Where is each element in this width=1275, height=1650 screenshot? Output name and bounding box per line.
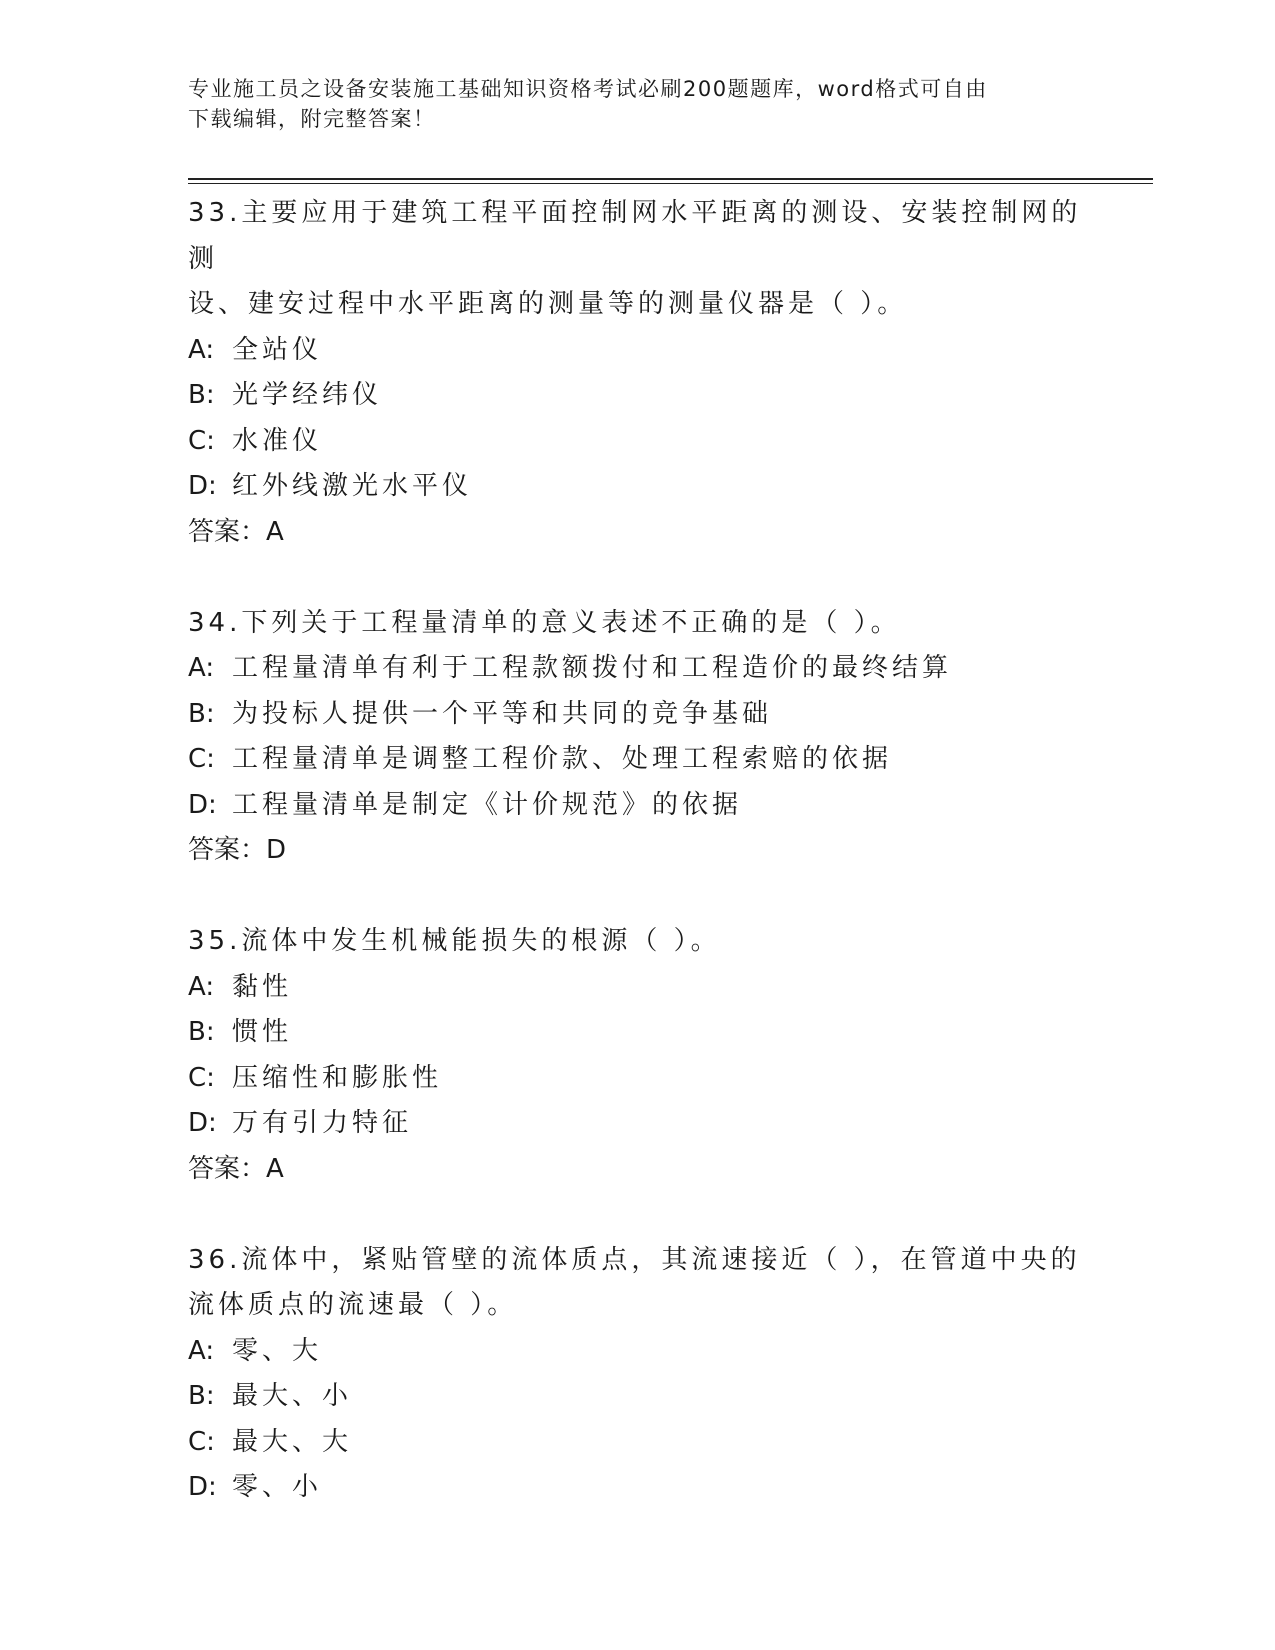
- option-text: 惯性: [232, 1017, 293, 1047]
- option-d: [188, 783, 1088, 829]
- option-a: [188, 328, 1088, 374]
- option-text: 为投标人提供一个平等和共同的竞争基础: [232, 698, 773, 729]
- option-text: 红外线激光水平仪: [232, 471, 473, 501]
- option-d: [188, 464, 1088, 510]
- option-d: [188, 1101, 1088, 1147]
- option-a: [188, 965, 1088, 1011]
- header-line-1: 专业施工员之设备安装施工基础知识资格考试必刷200题题库，word格式可自由: [188, 77, 988, 101]
- option-letter: A:: [188, 334, 215, 365]
- question-stem-line: 流体质点的流速最（ ）。: [188, 1290, 518, 1320]
- option-text: 水准仪: [232, 425, 323, 456]
- option-a: [188, 1329, 1088, 1375]
- answer-line: 答案：A: [188, 1153, 284, 1184]
- option-c: [188, 419, 1088, 465]
- option-text: 全站仪: [232, 334, 323, 365]
- option-letter: D:: [188, 1472, 217, 1502]
- option-letter: B:: [188, 1017, 215, 1047]
- option-letter: A:: [188, 971, 215, 1002]
- header-divider-thin: [188, 183, 1153, 184]
- header-divider-thick: [188, 178, 1153, 180]
- question-36: [188, 1238, 1088, 1511]
- option-b: [188, 1374, 1088, 1420]
- option-b: [188, 692, 1088, 738]
- option-b: [188, 373, 1088, 419]
- option-b: [188, 1010, 1088, 1056]
- header-line-2: 下载编辑，附完整答案！: [188, 107, 436, 131]
- question-spacer: [188, 1192, 1088, 1238]
- option-text: 黏性: [232, 971, 293, 1002]
- option-c: [188, 1420, 1088, 1466]
- option-d: [188, 1465, 1088, 1511]
- question-list: [188, 191, 1088, 1511]
- option-text: 最大、小: [232, 1381, 353, 1411]
- option-text: 工程量清单有利于工程款额拨付和工程造价的最终结算: [232, 653, 953, 683]
- question-stem-line: 33.主要应用于建筑工程平面控制网水平距离的测设、安装控制网的测: [188, 198, 1082, 274]
- question-stem-line: 36.流体中，紧贴管壁的流体质点，其流速接近（ ），在管道中央的: [188, 1244, 1081, 1275]
- option-letter: D:: [188, 471, 217, 501]
- option-text: 工程量清单是调整工程价款、处理工程索赔的依据: [232, 744, 893, 774]
- option-letter: C:: [188, 1426, 215, 1457]
- option-text: 万有引力特征: [232, 1108, 413, 1138]
- option-letter: C:: [188, 425, 215, 456]
- option-letter: B:: [188, 1381, 215, 1411]
- question-stem-line: 35.流体中发生机械能损失的根源（ ）。: [188, 926, 721, 956]
- question-stem-line: 34.下列关于工程量清单的意义表述不正确的是（ ）。: [188, 607, 901, 638]
- option-letter: C:: [188, 1062, 215, 1093]
- question-stem-line: 设、建安过程中水平距离的测量等的测量仪器是（ ）。: [188, 289, 908, 319]
- option-a: [188, 646, 1088, 692]
- option-text: 压缩性和膨胀性: [232, 1062, 443, 1093]
- option-letter: C:: [188, 744, 215, 774]
- option-c: [188, 1056, 1088, 1102]
- answer-line: 答案：D: [188, 835, 287, 865]
- option-text: 最大、大: [232, 1426, 353, 1457]
- option-text: 工程量清单是制定《计价规范》的依据: [232, 789, 743, 820]
- question-spacer: [188, 874, 1088, 920]
- option-c: [188, 737, 1088, 783]
- document-header: [188, 74, 1088, 134]
- option-letter: B:: [188, 380, 215, 410]
- question-35: [188, 919, 1088, 1192]
- option-letter: D:: [188, 789, 217, 820]
- option-text: 零、大: [232, 1335, 323, 1366]
- option-letter: B:: [188, 698, 215, 729]
- question-33: [188, 191, 1088, 555]
- option-text: 零、小: [232, 1472, 323, 1502]
- question-34: [188, 601, 1088, 874]
- answer-line: 答案：A: [188, 516, 284, 547]
- option-letter: A:: [188, 1335, 215, 1366]
- option-letter: D:: [188, 1108, 217, 1138]
- question-spacer: [188, 555, 1088, 601]
- option-text: 光学经纬仪: [232, 380, 383, 410]
- option-letter: A:: [188, 653, 215, 683]
